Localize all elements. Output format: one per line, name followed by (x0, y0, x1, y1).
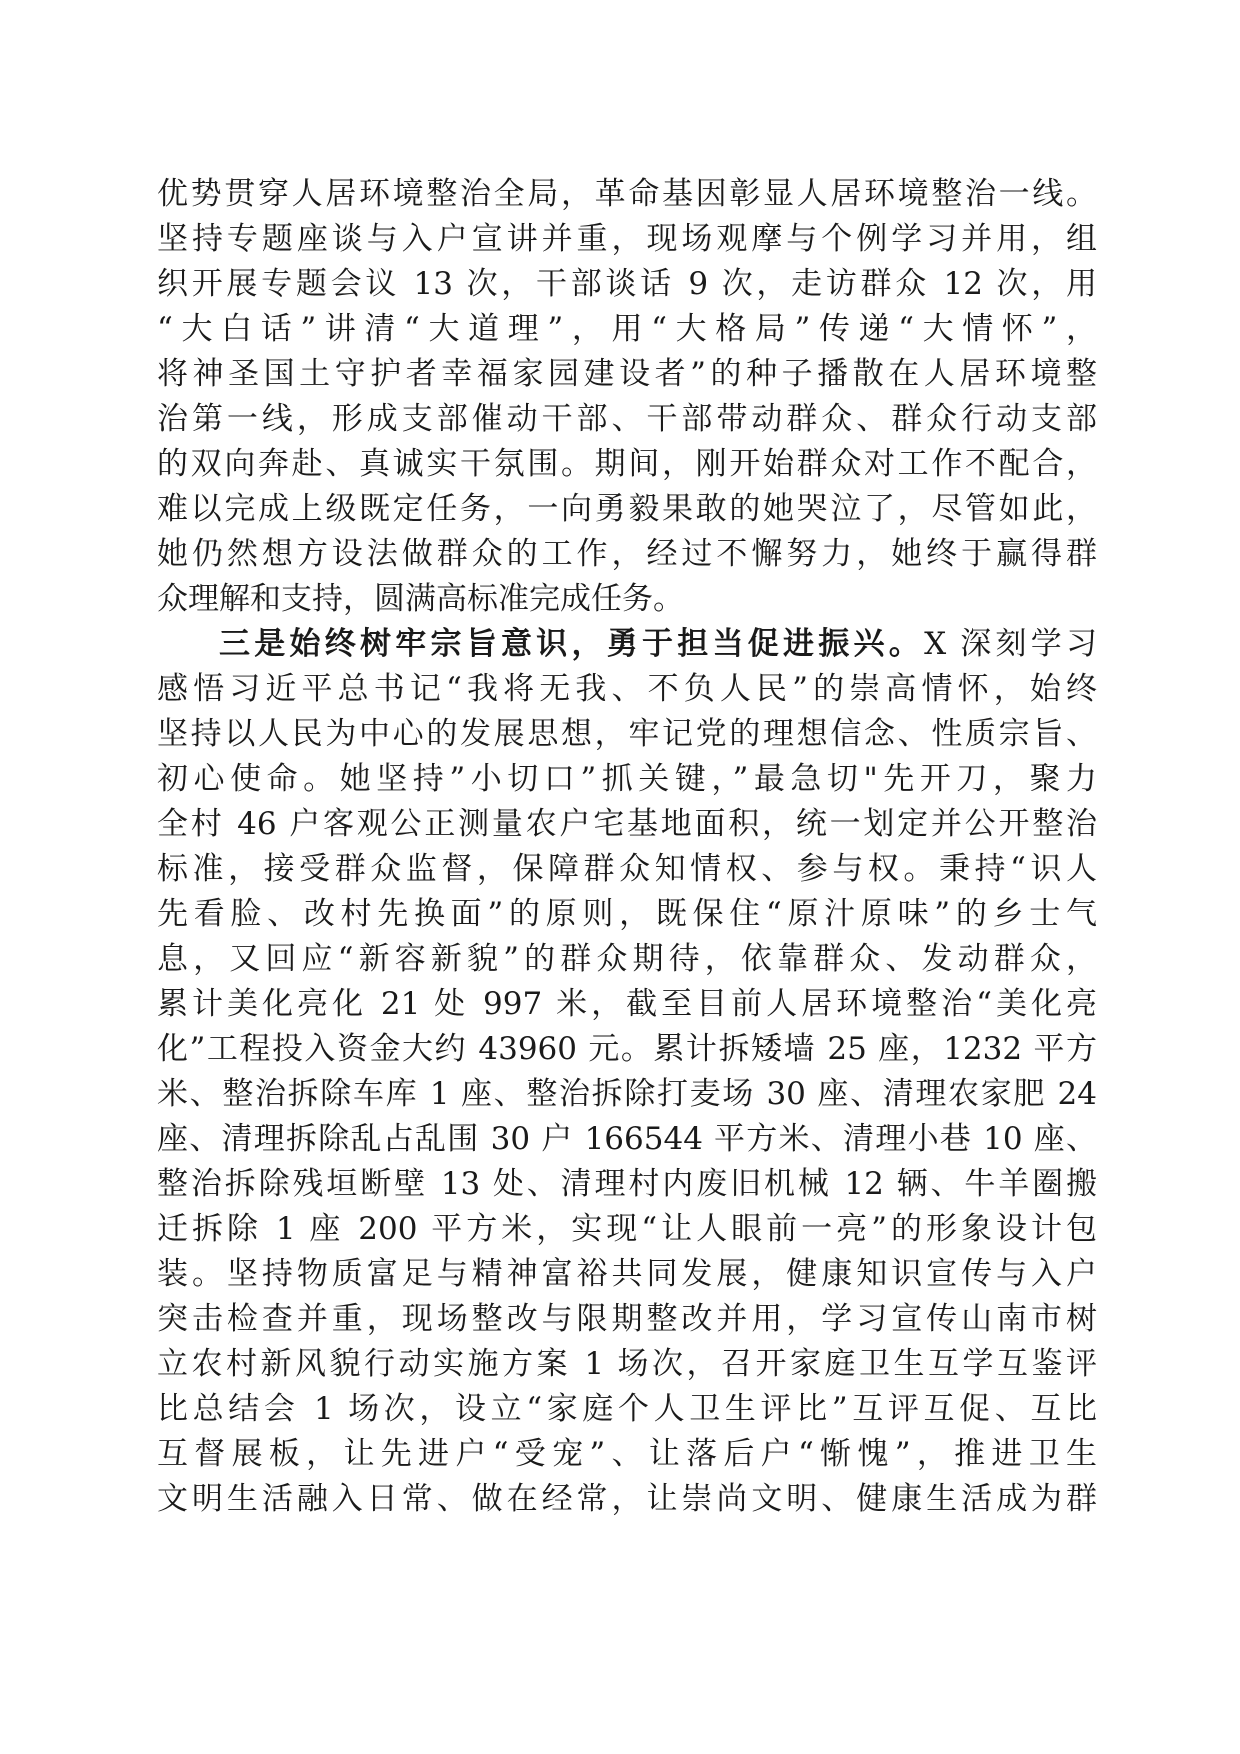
text-line: 全村 46 户客观公正测量农户宅基地面积，统一划定并公开整治 (157, 806, 1097, 842)
heading-continuation: X 深刻学习 (924, 626, 1097, 662)
text-line: 装。坚持物质富足与精神富裕共同发展，健康知识宣传与入户 (157, 1256, 1097, 1292)
text-line: 她仍然想方设法做群众的工作，经过不懈努力，她终于赢得群 (157, 536, 1097, 572)
text-line: 标准，接受群众监督，保障群众知情权、参与权。秉持“识人 (157, 851, 1097, 887)
document-body (157, 172, 1097, 1522)
text-line: 座、清理拆除乱占乱围 30 户 166544 平方米、清理小巷 10 座、 (157, 1121, 1097, 1157)
text-line: 治第一线，形成支部催动干部、干部带动群众、群众行动支部 (157, 401, 1097, 437)
text-line: 息，又回应“新容新貌”的群众期待，依靠群众、发动群众， (157, 941, 1097, 977)
text-line: 织开展专题会议 13 次，干部谈话 9 次，走访群众 12 次，用 (157, 266, 1097, 302)
section-heading: 三是始终树牢宗旨意识，勇于担当促进振兴。 (219, 626, 925, 662)
paragraph-2 (157, 622, 1097, 1522)
text-line: “大白话”讲清“大道理”，用“大格局”传递“大情怀”， (157, 311, 1097, 347)
text-line: 米、整治拆除车库 1 座、整治拆除打麦场 30 座、清理农家肥 24 (157, 1076, 1097, 1112)
paragraph-first-line (157, 622, 1097, 667)
text-line: 感悟习近平总书记“我将无我、不负人民”的崇高情怀，始终 (157, 671, 1097, 707)
text-line: 难以完成上级既定任务，一向勇毅果敢的她哭泣了，尽管如此， (157, 491, 1097, 527)
text-line: 互督展板，让先进户“受宠”、让落后户“惭愧”，推进卫生 (157, 1436, 1097, 1472)
text-line: 先看脸、改村先换面”的原则，既保住“原汁原味”的乡士气 (157, 896, 1097, 932)
text-line: 立农村新风貌行动实施方案 1 场次，召开家庭卫生互学互鉴评 (157, 1346, 1097, 1382)
text-line: 优势贯穿人居环境整治全局，革命基因彰显人居环境整治一线。 (157, 176, 1097, 212)
text-line: 文明生活融入日常、做在经常，让崇尚文明、健康生活成为群 (157, 1481, 1097, 1517)
text-line: 的双向奔赴、真诚实干氛围。期间，刚开始群众对工作不配合， (157, 446, 1097, 482)
text-line: 比总结会 1 场次，设立“家庭个人卫生评比”互评互促、互比 (157, 1391, 1097, 1427)
text-line: 整治拆除残垣断壁 13 处、清理村内废旧机械 12 辆、牛羊圈搬 (157, 1166, 1097, 1202)
text-line: 坚持专题座谈与入户宣讲并重，现场观摩与个例学习并用，组 (157, 221, 1097, 257)
text-line: 累计美化亮化 21 处 997 米，截至目前人居环境整治“美化亮 (157, 986, 1097, 1022)
text-line: 突击检查并重，现场整改与限期整改并用，学习宣传山南市树 (157, 1301, 1097, 1337)
text-line: 将神圣国土守护者幸福家园建设者”的种子播散在人居环境整 (157, 356, 1097, 392)
text-line: 化”工程投入资金大约 43960 元。累计拆矮墙 25 座，1232 平方 (157, 1031, 1097, 1067)
text-line: 初心使命。她坚持”小切口”抓关键，”最急切"先开刀，聚力 (157, 761, 1097, 797)
paragraph-1 (157, 172, 1097, 622)
text-line: 众理解和支持，圆满高标准完成任务。 (157, 581, 684, 617)
text-line: 坚持以人民为中心的发展思想，牢记党的理想信念、性质宗旨、 (157, 716, 1097, 752)
text-line: 迁拆除 1 座 200 平方米，实现“让人眼前一亮”的形象设计包 (157, 1211, 1097, 1247)
